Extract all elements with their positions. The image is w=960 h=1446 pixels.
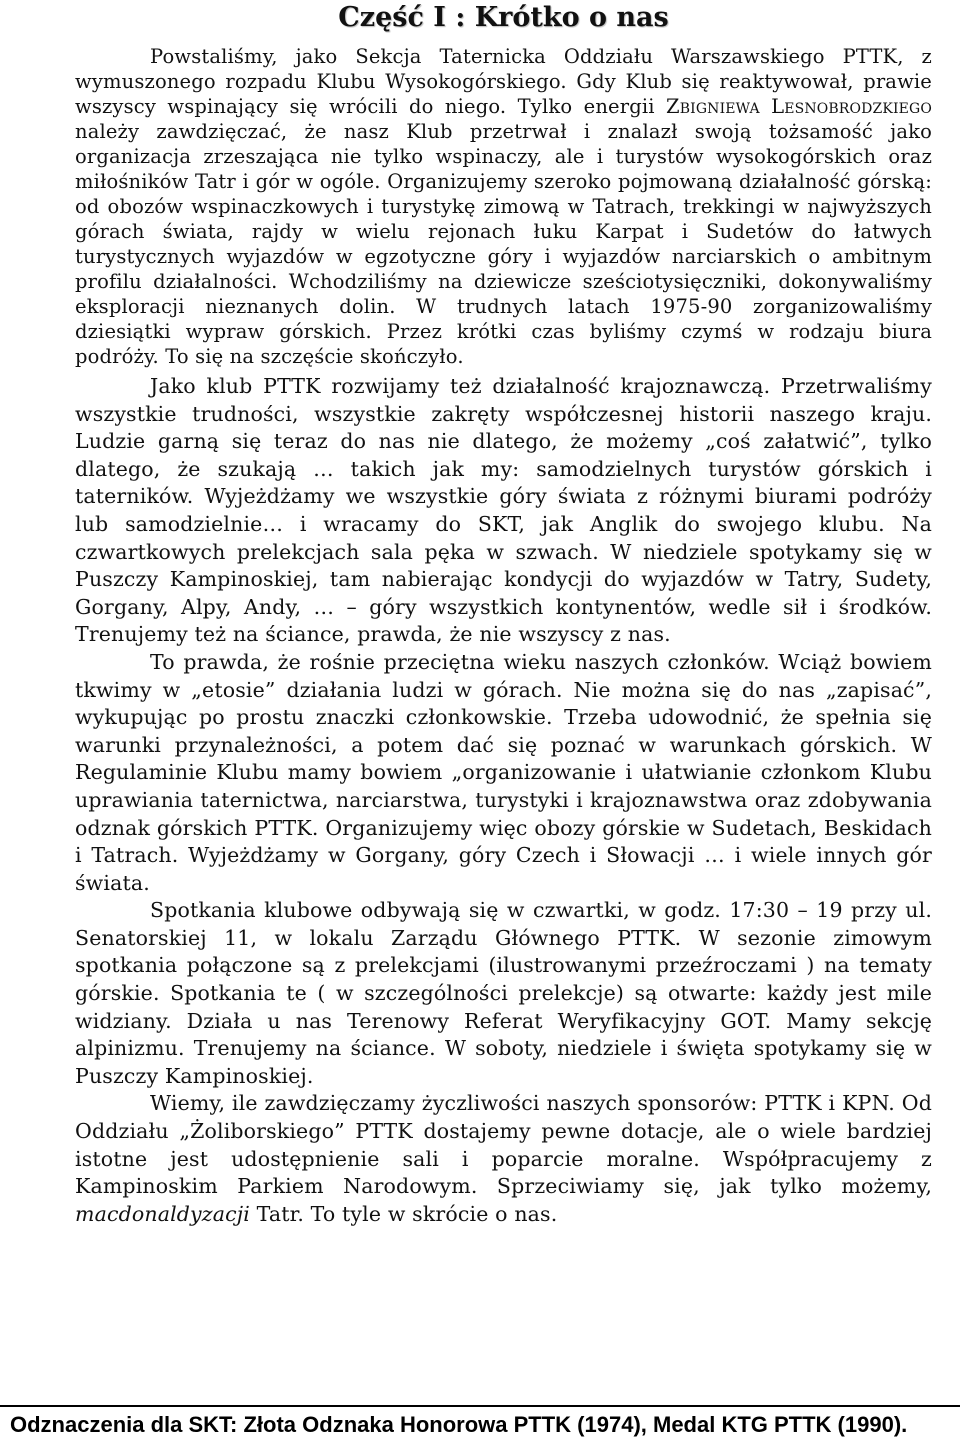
paragraph-history	[75, 44, 932, 369]
paragraph-ethos: To prawda, że rośnie przeciętna wieku naszych członków. Wciąż bowiem tkwimy w „etosie” działania ludzi w górach. Nie można się do nas „zapisać”, wykupując po prostu znaczki członkowskie. Trzeba udowodnić, że spełnia się warunki przynależności, a potem dać się poznać w warunkach górskich. W Regulaminie Klubu mamy bowiem „organizowanie i ułatwianie członkom Klubu uprawiania taternictwa, narciarstwa, turystyki i krajoznawstwa oraz zdobywania odznak górskich PTTK. Organizujemy więc obozy górskie w Sudetach, Beskidach i Tatrach. Wyjeżdżamy w Gorgany, góry Czech i Słowacji … i wiele innych gór świata.	[75, 649, 932, 895]
founder-name: Zbigniewa Lesnobrodzkiego	[666, 95, 932, 118]
paragraph-sponsors	[75, 1090, 932, 1228]
footer-divider	[0, 1405, 960, 1407]
paragraph-sponsors-text-1: Wiemy, ile zawdzięczamy życzliwości naszych sponsorów: PTTK i KPN. Od Oddziału „Żoliborskiego” PTTK dostajemy pewne dotacje, ale o wiele bardziej istotne jest udostępnienie sali i poparcie moralne. Współpracujemy z Kampinoskim Parkiem Narodowym. Sprzeciwiamy się, jak tylko możemy,	[75, 1091, 932, 1199]
paragraph-tourism: Jako klub PTTK rozwijamy też działalność krajoznawczą. Przetrwaliśmy wszystkie trudności, wszystkie zakręty współczesnej historii naszego kraju. Ludzie garną się teraz do nas nie dlatego, że możemy „coś załatwić”, tylko dlatego, że szukają … takich jak my: samodzielnych turystów górskich i taterników. Wyjeżdżamy we wszystkie góry świata z różnymi biurami podróży lub samodzielnie… i wracamy do SKT, jak Anglik do swojego klubu. Na czwartkowych prelekcjach sala pęka w szwach. W niedziele spotykamy się w Puszczy Kampinoskiej, tam nabierając kondycji do wyjazdów w Tatry, Sudety, Gorgany, Alpy, Andy, … – góry wszystkich kontynentów, wedle sił i środków. Trenujemy też na ściance, prawda, że nie wszyscy z nas.	[75, 374, 932, 647]
paragraph-history-text-2: należy zawdzięczać, że nasz Klub przetrwał i znalazł swoją tożsamość jako organizacja zrzeszająca nie tylko wspinaczy, ale i turystów wysokogórskich oraz miłośników Tatr i gór w ogóle. Organizujemy szeroko pojmowaną działalność górską: od obozów wspinaczkowych i turystykę zimową w Tatrach, trekkingi w najwyższych górach świata, rajdy w wielu rejonach łuku Karpat i Sudetów do łatwych turystycznych wyjazdów w egzotyczne góry i wyjazdów narciarskich o ambitnym profilu działalności. Wchodziliśmy na dziewicze sześciotysięczniki, dokonywaliśmy eksploracji nieznanych dolin. W trudnych latach 1975-90 zorganizowaliśmy dziesiątki wypraw górskich. Przez krótki czas byliśmy czymś w rodzaju biura podróży. To się na szczęście skończyło.	[75, 120, 932, 368]
paragraph-sponsors-text-2: Tatr. To tyle w skrócie o nas.	[249, 1201, 558, 1226]
italic-term: macdonaldyzacji	[75, 1201, 250, 1226]
awards-footer: Odznaczenia dla SKT: Złota Odznaka Honorowa PTTK (1974), Medal KTG PTTK (1990).	[10, 1412, 908, 1437]
paragraph-meetings: Spotkania klubowe odbywają się w czwartki, w godz. 17:30 – 19 przy ul. Senatorskiej 11, w lokalu Zarządu Głównego PTTK. W sezonie zimowym spotkania połączone są z prelekcjami (ilustrowanymi przeźroczami ) na tematy górskie. Spotkania te ( w szczególności prelekcje) są otwarte: każdy jest mile widziany. Działa u nas Terenowy Referat Weryfikacyjny GOT. Mamy sekcję alpinizmu. Trenujemy na ściance. W soboty, niedziele i święta spotykamy się w Puszczy Kampinoskiej.	[75, 898, 932, 1088]
paragraph-history-text-1: Powstaliśmy, jako Sekcja Taternicka Oddziału Warszawskiego PTTK, z wymuszonego rozpadu Klubu Wysokogórskiego. Gdy Klub się reaktywował, prawie wszyscy wspinający się wrócili do niego. Tylko energii	[75, 45, 932, 118]
body-continued	[75, 373, 932, 1228]
document-page	[75, 0, 932, 1228]
page-title: Część I : Krótko o nas	[338, 2, 669, 33]
